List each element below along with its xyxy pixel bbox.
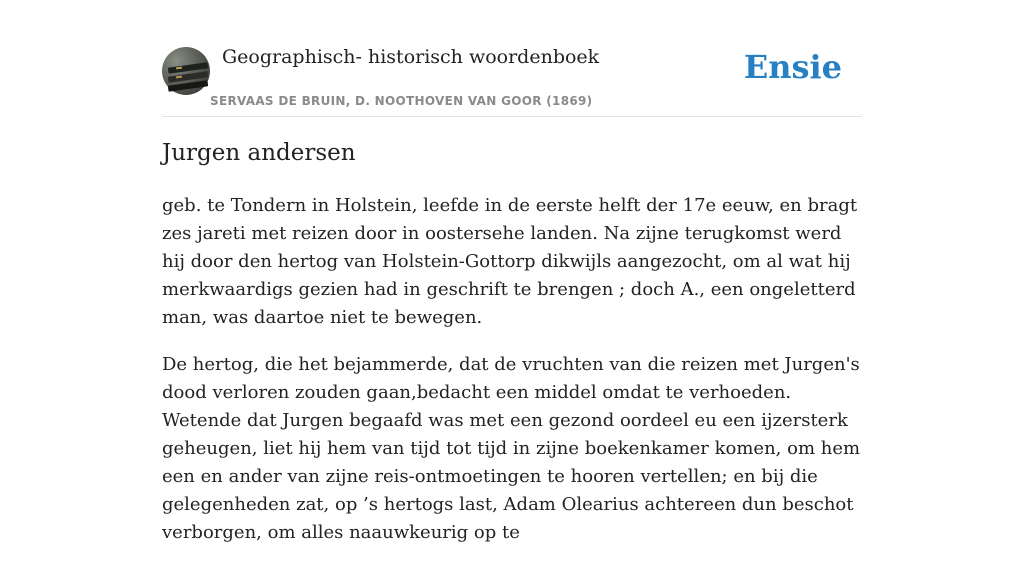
paragraph-1: geb. te Tondern in Holstein, leefde in de eerste helft der 17e eeuw, en bragt zes jareti met reizen door in oostersehe landen. Na zijne terugkomst werd hij door den hertog van Holstein-Gottorp dikwijls aangezocht, om al wat hij merkwaardigs gezien had in geschrift te brengen ; doch A., een ongeletterd man, was daartoe niet te bewegen. <box>162 195 858 328</box>
header <box>162 40 862 117</box>
book-byline: SERVAAS DE BRUIN, D. NOOTHOVEN VAN GOOR (1869) <box>210 94 593 108</box>
entry-body <box>162 192 867 566</box>
paragraph-2: De hertog, die het bejammerde, dat de vruchten van die reizen met Jurgen's dood verloren zouden gaan,bedacht een middel omdat te verhoeden. Wetende dat Jurgen begaafd was met een gezond oordeel eu een ijzersterk geheugen, liet hij hem van tijd tot tijd in zijne boekenkamer komen, om hem een en ander van zijne reis-ontmoetingen te hooren vertellen; en bij die gelegenheden zat, op ’s hertogs last, Adam Olearius achtereen dun beschot verborgen, om alles naauwkeurig op te <box>162 354 861 543</box>
book-stack-icon[interactable] <box>162 47 210 95</box>
entry-title: Jurgen andersen <box>162 140 356 166</box>
brand-logo[interactable]: Ensie <box>743 48 842 86</box>
book-title[interactable]: Geographisch- historisch woordenboek <box>222 46 600 68</box>
